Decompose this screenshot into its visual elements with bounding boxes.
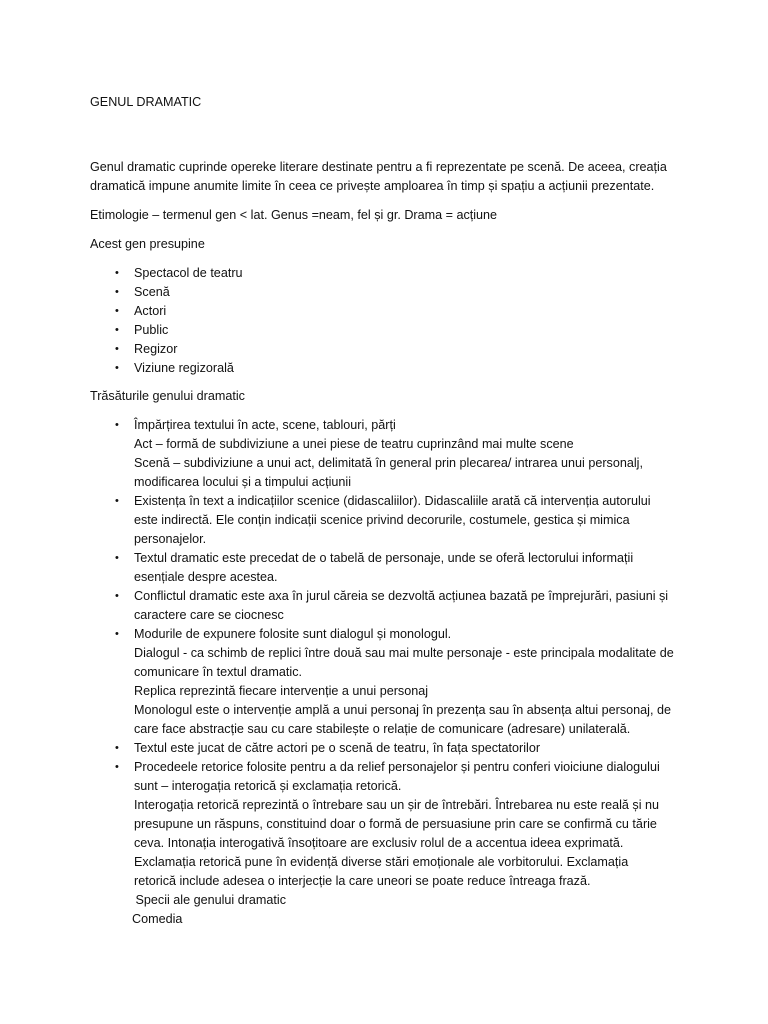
etymology-paragraph: Etimologie – termenul gen < lat. Genus =neam, fel și gr. Drama = acțiune <box>90 208 498 222</box>
list-item-text: Scenă <box>134 285 170 299</box>
list-item-line: sunt – interogația retorică și exclamația retorică. <box>134 779 402 793</box>
list-item-line: ceva. Intonația interogativă însoțitoare are exclusiv rolul de a accentua ideea exprimată. <box>134 836 624 850</box>
list-item-line: modificarea locului și a timpului acțiunii <box>134 475 351 489</box>
presupune-heading: Acest gen presupine <box>90 237 205 251</box>
list-item <box>90 416 715 492</box>
presupune-list <box>90 264 715 378</box>
document-title: GENUL DRAMATIC <box>90 95 202 109</box>
bullet-icon: • <box>115 742 119 754</box>
list-item-line: Dialogul - ca schimb de replici între două sau mai multe personaje - este principala modalitate de <box>134 646 674 660</box>
list-item-line: care face abstracție sau cu care stabilește o relație de comunicare (adresare) unilaterală. <box>134 722 631 736</box>
intro-line: Genul dramatic cuprinde opereke literare destinate pentru a fi reprezentate pe scenă. De aceea, creația <box>90 160 667 174</box>
list-item-line: Existența în text a indicațiilor scenice (didascaliilor). Didascaliile arată că intervenția autorului <box>134 494 651 508</box>
bullet-icon: • <box>115 495 119 507</box>
list-item-line: Textul este jucat de către actori pe o scenă de teatru, în fața spectatorilor <box>134 741 541 755</box>
list-item <box>90 739 715 758</box>
list-item-line: Procedeele retorice folosite pentru a da relief personajelor și pentru conferi vioiciune dialogului <box>134 760 660 774</box>
list-item <box>90 340 715 359</box>
list-item-line: Interogația retorică reprezintă o întrebare sau un șir de întrebări. Întrebarea nu este reală și nu <box>134 798 660 812</box>
list-item-line: Replica reprezintă fiecare intervenție a unui personaj <box>134 684 429 698</box>
list-item <box>90 549 715 587</box>
list-item-line: Împărțirea textului în acte, scene, tablouri, părți <box>134 418 396 432</box>
bullet-icon: • <box>115 343 119 355</box>
list-item-line: retorică include adesea o interjecție la care uneori se poate reduce întreaga frază. <box>134 874 591 888</box>
list-item-line: personajelor. <box>134 532 207 546</box>
speciile-section <box>90 891 715 929</box>
intro-paragraph <box>90 158 715 196</box>
speciile-item: Comedia <box>132 912 183 926</box>
bullet-icon: • <box>115 324 119 336</box>
list-item-line: Modurile de expunere folosite sunt dialogul și monologul. <box>134 627 452 641</box>
list-item <box>90 264 715 283</box>
speciile-heading: Specii ale genului dramatic <box>132 893 287 907</box>
bullet-icon: • <box>115 305 119 317</box>
bullet-icon: • <box>115 628 119 640</box>
list-item-text: Viziune regizorală <box>134 361 234 375</box>
list-item <box>90 625 715 739</box>
bullet-icon: • <box>115 286 119 298</box>
list-item-line: Conflictul dramatic este axa în jurul căreia se dezvoltă acțiunea bazată pe împrejurări, pasiuni și <box>134 589 669 603</box>
list-item <box>90 359 715 378</box>
list-item-line: Exclamația retorică pune în evidență diverse stări emoționale ale vorbitorului. Exclamația <box>134 855 629 869</box>
list-item-line: presupune un răspuns, constituind doar o formă de persuasiune prin care se confirmă cu tărie <box>134 817 657 831</box>
list-item-line: Monologul este o intervenție amplă a unui personaj în prezența sau în absența altui personaj, de <box>134 703 671 717</box>
document-content <box>90 93 715 929</box>
trasaturi-heading: Trăsăturile genului dramatic <box>90 389 245 403</box>
list-item-line: este indirectă. Ele conțin indicații scenice privind decorurile, costumele, gestica și mimica <box>134 513 630 527</box>
list-item-text: Regizor <box>134 342 178 356</box>
bullet-icon: • <box>115 552 119 564</box>
intro-line: dramatică impune anumite limite în ceea ce privește amploarea în timp și spațiu a acțiunii prezentate. <box>90 179 655 193</box>
list-item <box>90 283 715 302</box>
list-item-line: comunicare în textul dramatic. <box>134 665 302 679</box>
list-item-line: Act – formă de subdiviziune a unei piese de teatru cuprinzând mai multe scene <box>134 437 574 451</box>
list-item-line: caractere care se ciocnesc <box>134 608 284 622</box>
bullet-icon: • <box>115 419 119 431</box>
list-item-line: esențiale despre acestea. <box>134 570 278 584</box>
list-item <box>90 587 715 625</box>
list-item-text: Spectacol de teatru <box>134 266 243 280</box>
bullet-icon: • <box>115 267 119 279</box>
list-item-text: Actori <box>134 304 167 318</box>
bullet-icon: • <box>115 761 119 773</box>
trasaturi-list <box>90 416 715 891</box>
list-item <box>90 492 715 549</box>
list-item-line: Textul dramatic este precedat de o tabelă de personaje, unde se oferă lectorului informații <box>134 551 634 565</box>
list-item <box>90 758 715 891</box>
list-item-line: Scenă – subdiviziune a unui act, delimitată în general prin plecarea/ intrarea unui personalj, <box>134 456 643 470</box>
list-item-text: Public <box>134 323 169 337</box>
bullet-icon: • <box>115 362 119 374</box>
list-item <box>90 302 715 321</box>
list-item <box>90 321 715 340</box>
bullet-icon: • <box>115 590 119 602</box>
